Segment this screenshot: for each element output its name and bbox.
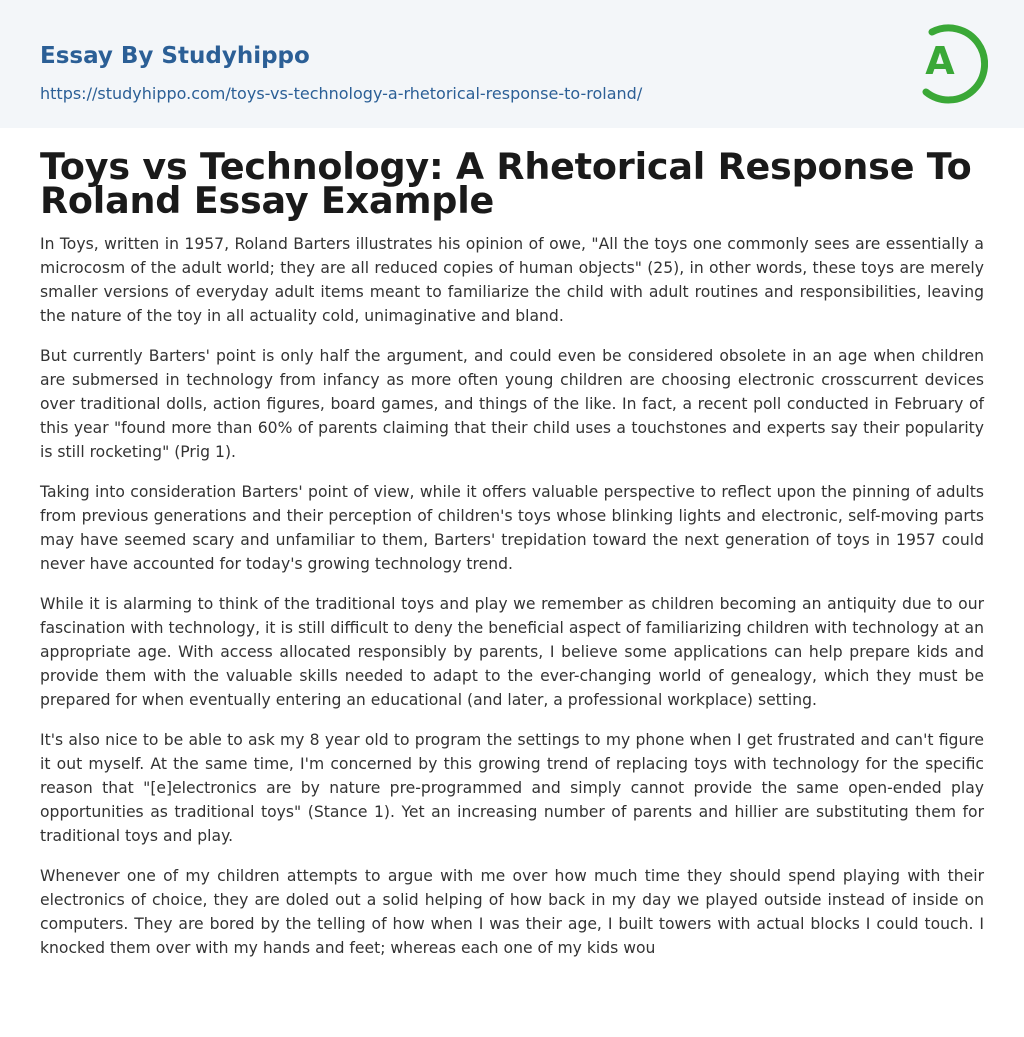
essay-title: Toys vs Technology: A Rhetorical Response To Roland Essay Example: [40, 145, 972, 222]
essay-paragraph-2: But currently Barters' point is only half the argument, and could even be considered obsolete in an age when children are submersed in technology from infancy as more often young children are choosing electronic crosscurrent devices over traditional dolls, action figures, board games, and things of the like. In fact, a recent poll conducted in February of this year "found more than 60% of parents claiming that their child uses a touchstones and experts say their popularity is still rocketing" (Prig 1).: [40, 347, 984, 461]
logo-letter: A: [925, 39, 955, 83]
site-title[interactable]: Essay By Studyhippo: [40, 43, 310, 69]
studyhippo-a-logo-icon[interactable]: [912, 18, 988, 106]
essay-paragraph-5: It's also nice to be able to ask my 8 year old to program the settings to my phone when I get frustrated and can't figure it out myself. At the same time, I'm concerned by this growing trend of replacing toys with technology for the specific reason that "[e]electronics are by nature pre-programmed and simply cannot provide the same open-ended play opportunities as traditional toys" (Stance 1). Yet an increasing number of parents and hillier are substituting them for traditional toys and play.: [40, 731, 984, 845]
essay-paragraph-6: Whenever one of my children attempts to argue with me over how much time they should spend playing with their electronics of choice, they are doled out a solid helping of how back in my day we played outside instead of inside on computers. They are bored by the telling of how when I was their age, I built towers with actual blocks I could touch. I knocked them over with my hands and feet; whereas each one of my kids wou: [40, 867, 984, 957]
site-header: [0, 0, 1024, 128]
essay-paragraph-1: In Toys, written in 1957, Roland Barters illustrates his opinion of owe, "All the toys one commonly sees are essentially a microcosm of the adult world; they are all reduced copies of human objects" (25), in other words, these toys are merely smaller versions of everyday adult items meant to familiarize the child with adult routines and responsibilities, leaving the nature of the toy in all actuality cold, unimaginative and bland.: [40, 235, 984, 325]
essay-paragraph-3: Taking into consideration Barters' point of view, while it offers valuable perspective to reflect upon the pinning of adults from previous generations and their perception of children's toys whose blinking lights and electronic, self-moving parts may have seemed scary and unfamiliar to them, Barters' trepidation toward the next generation of toys in 1957 could never have accounted for today's growing technology trend.: [40, 483, 984, 573]
page-url-link[interactable]: https://studyhippo.com/toys-vs-technology-a-rhetorical-response-to-roland/: [40, 84, 643, 103]
article-content: [40, 145, 984, 976]
essay-paragraph-4: While it is alarming to think of the traditional toys and play we remember as children becoming an antiquity due to our fascination with technology, it is still difficult to deny the beneficial aspect of familiarizing children with technology at an appropriate age. With access allocated responsibly by parents, I believe some applications can help prepare kids and provide them with the valuable skills needed to adapt to the ever-changing world of genealogy, which they must be prepared for when eventually entering an educational (and later, a professional workplace) setting.: [40, 595, 984, 709]
